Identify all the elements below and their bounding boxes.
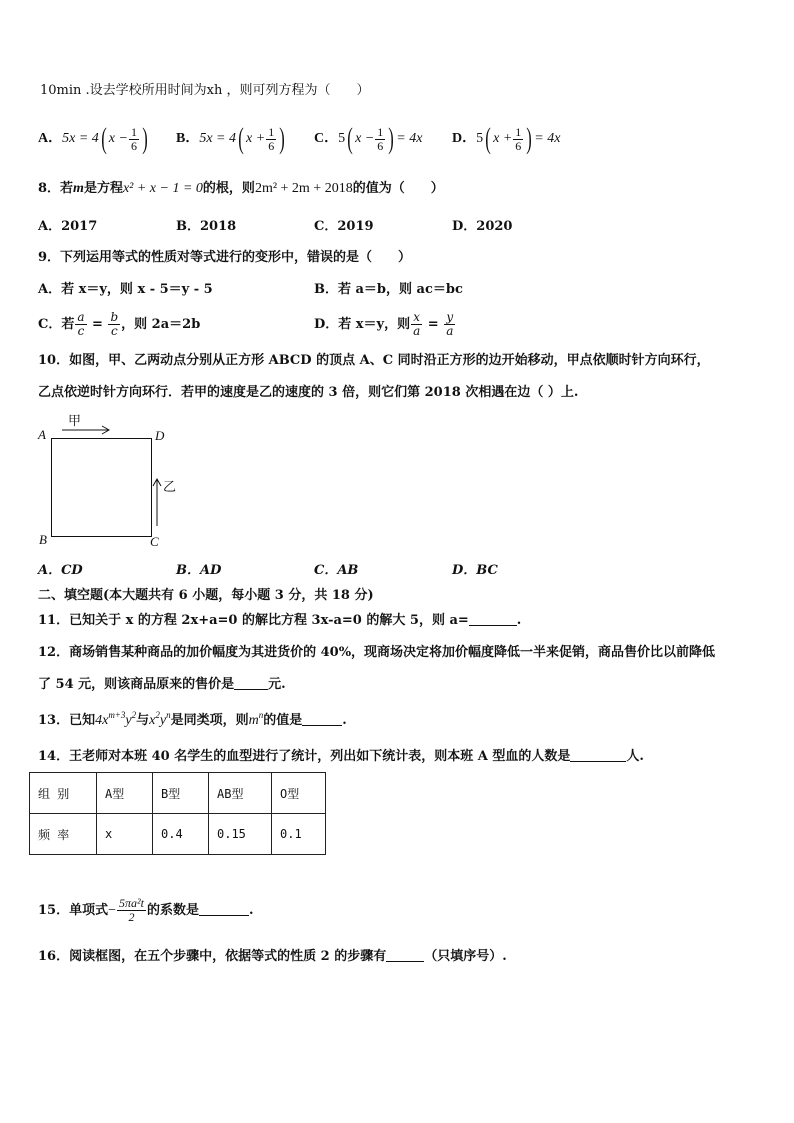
- jia-arrow-icon: [60, 424, 112, 436]
- vertex-b-label: B: [39, 532, 47, 547]
- yi-label: 乙: [163, 480, 177, 495]
- q8-option-d: D．2020: [452, 219, 513, 234]
- q9-option-b: B．若 a＝b，则 ac＝bc: [314, 282, 463, 297]
- q9-option-c: C．若 $\frac{a}{c}$ = $\frac{b}{c}$ ，则 2a＝2b: [38, 310, 201, 338]
- q14-blank[interactable]: [570, 761, 626, 762]
- q10-option-a: A．CD: [38, 563, 83, 578]
- q7-option-b: B．5x = 4( x + $\frac{1}{6}$ ): [176, 122, 285, 155]
- q13: 13．已知$4x^{m+3}y^2$与$x^2y^n$是同类项，则$m^n$的值是 .: [38, 710, 347, 728]
- q11: 11．已知关于 x 的方程 2x+a=0 的解比方程 3x-a=0 的解大 5，则 a= .: [38, 613, 522, 628]
- yi-arrow-icon: [151, 476, 163, 528]
- q13-blank[interactable]: [302, 725, 342, 726]
- q7-option-c: C．5( x − $\frac{1}{6}$ ) = 4x: [314, 122, 423, 155]
- table-cell: 频 率: [30, 814, 97, 855]
- q9-option-d: D．若 x＝y，则 $\frac{x}{a}$ = $\frac{y}{a}$: [314, 310, 454, 338]
- table-header-cell: 组 别: [30, 773, 97, 814]
- table-cell: x: [97, 814, 153, 855]
- table-cell: 0.4: [153, 814, 209, 855]
- section-title: 二、填空题(本大题共有 6 小题，每小题 3 分，共 18 分): [38, 588, 374, 603]
- q8-option-a: A．2017: [38, 219, 98, 234]
- q11-blank[interactable]: [469, 625, 517, 626]
- table-cell: 0.1: [272, 814, 326, 855]
- q8-option-b: B．2018: [176, 219, 237, 234]
- q10-option-d: D．BC: [452, 563, 498, 578]
- q7-continuation: 10min .设去学校所用时间为xh ，则可列方程为（ ）: [40, 83, 370, 98]
- q8-stem: 8．若m是方程x² + x − 1 = 0的根，则2m² + 2m + 2018的值为（ ）: [38, 181, 444, 196]
- blood-type-table: [29, 772, 326, 855]
- table-row: [30, 773, 326, 814]
- vertex-d-label: D: [155, 428, 165, 443]
- table-header-cell: O型: [272, 773, 326, 814]
- table-row: [30, 814, 326, 855]
- vertex-a-label: A: [38, 427, 46, 442]
- q14-stem: 14．王老师对本班 40 名学生的血型进行了统计，列出如下统计表，则本班 A 型血的人数是 人.: [38, 749, 644, 764]
- q12-line2: 了 54 元，则该商品原来的售价是 元.: [38, 677, 286, 692]
- q9-stem: 9．下列运用等式的性质对等式进行的变形中，错误的是（ ）: [38, 250, 412, 265]
- jia-label: 甲: [68, 414, 82, 429]
- q7-option-a: A．5x = 4( x − $\frac{1}{6}$ ): [38, 122, 148, 155]
- q15: 15．单项式− $\frac{\text{5πa²t}}{2}$ 的系数是 .: [38, 896, 254, 924]
- q16: 16．阅读框图，在五个步骤中，依据等式的性质 2 的步骤有 （只填序号）.: [38, 949, 507, 964]
- q12-blank[interactable]: [234, 689, 268, 690]
- q10-option-c: C．AB: [314, 563, 359, 578]
- q7-option-d: D．5( x + $\frac{1}{6}$ ) = 4x: [452, 122, 561, 155]
- q8-option-c: C．2019: [314, 219, 374, 234]
- q10-line2: 乙点依逆时针方向环行．若甲的速度是乙的速度的 3 倍，则它们第 2018 次相遇在边（ ）上.: [38, 385, 579, 400]
- table-header-cell: AB型: [209, 773, 272, 814]
- table-cell: 0.15: [209, 814, 272, 855]
- q16-blank[interactable]: [386, 961, 424, 962]
- q12-line1: 12．商场销售某种商品的加价幅度为其进货价的 40%，现商场决定将加价幅度降低一半来促销，商品售价比以前降低: [38, 645, 716, 660]
- vertex-c-label: C: [150, 534, 159, 549]
- table-header-cell: A型: [97, 773, 153, 814]
- square-figure: [51, 438, 152, 537]
- q10-option-b: B．AD: [176, 563, 222, 578]
- q9-option-a: A．若 x＝y，则 x - 5＝y - 5: [38, 282, 213, 297]
- q15-blank[interactable]: [199, 915, 249, 916]
- table-header-cell: B型: [153, 773, 209, 814]
- q10-line1: 10．如图，甲、乙两动点分别从正方形 ABCD 的顶点 A、C 同时沿正方形的边开始移动，甲点依顺时针方向环行，: [38, 353, 710, 368]
